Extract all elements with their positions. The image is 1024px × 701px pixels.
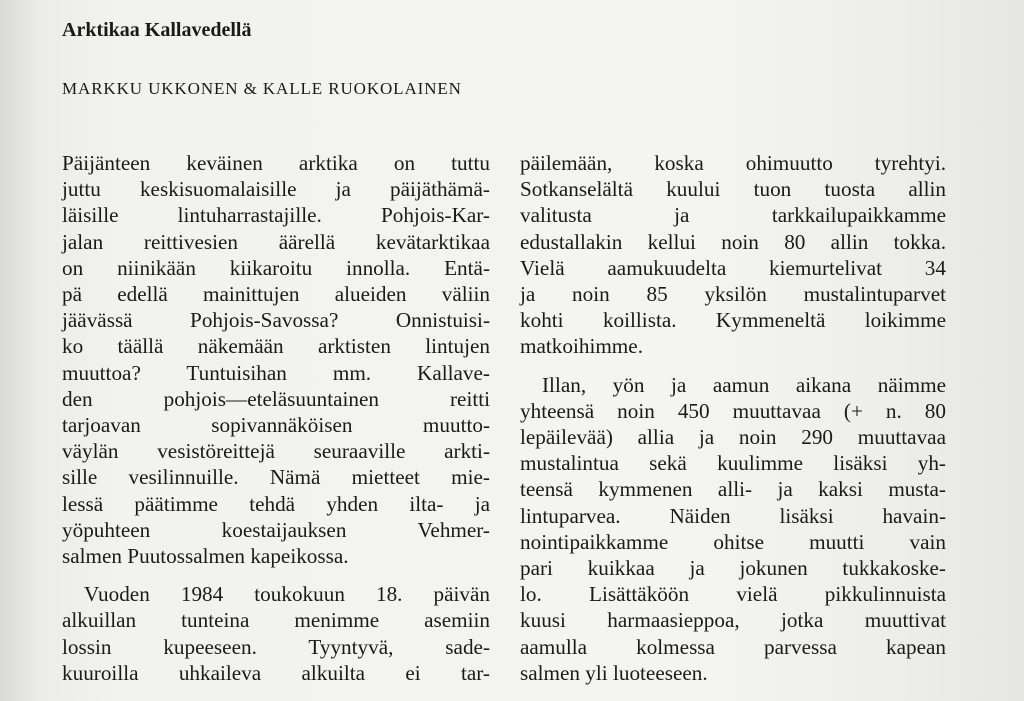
text-line: Sotkanselältä kuului tuon tuosta allin <box>520 177 946 202</box>
text-line: mustalintua sekä kuulimme lisäksi yh- <box>520 451 946 476</box>
article-title: Arktikaa Kallavedellä <box>62 19 252 41</box>
paragraph <box>520 372 946 686</box>
text-line: lo. Lisättäköön vielä pikkulinnuista <box>520 582 946 607</box>
text-line: kohti koillista. Kymmeneltä loikimme <box>520 308 946 333</box>
text-line: pä edellä mainittujen alueiden väliin <box>62 282 490 307</box>
text-line: salmen yli luoteeseen. <box>520 660 708 685</box>
text-line: Illan, yön ja aamun aikana näimme <box>542 372 946 397</box>
text-line: läisille lintuharrastajille. Pohjois-Kar- <box>62 203 490 228</box>
article-authors: MARKKU UKKONEN & KALLE RUOKOLAINEN <box>62 79 462 98</box>
text-line: päilemään, koska ohimuutto tyrehtyi. <box>520 151 946 175</box>
text-line: yhteensä noin 450 muuttavaa (+ n. 80 <box>520 398 946 423</box>
text-line: kuuroilla uhkaileva alkuilta ei tar- <box>62 660 490 685</box>
text-line: alkuillan tunteina menimme asemiin <box>62 608 490 633</box>
text-line: den pohjois—eteläsuuntainen reitti <box>62 386 490 411</box>
text-line: Päijänteen keväinen arktika on tuttu <box>62 151 490 175</box>
text-line: tarjoavan sopivannäköisen muutto- <box>62 413 490 438</box>
text-line: väylän vesistöreittejä seuraaville arkti- <box>62 439 490 464</box>
text-line: nointipaikkamme ohitse muutti vain <box>520 529 946 554</box>
text-line: matkoihimme. <box>520 334 643 359</box>
text-line: Vielä aamukuudelta kiemurtelivat 34 <box>520 255 946 280</box>
paragraph <box>520 150 946 360</box>
paragraph <box>62 581 490 686</box>
text-line: kuusi harmaasieppoa, jotka muuttivat <box>520 608 946 633</box>
text-line: jalan reittivesien äärellä kevätarktikaa <box>62 229 490 254</box>
text-line: juttu keskisuomalaisille ja päijäthämä- <box>62 177 490 202</box>
text-line: lossin kupeeseen. Tyyntyvä, sade- <box>62 634 490 659</box>
text-line: Vuoden 1984 toukokuun 18. päivän <box>84 582 490 607</box>
text-line: muuttoa? Tuntuisihan mm. Kallave- <box>62 360 490 385</box>
text-column-right <box>520 150 946 686</box>
text-line: sille vesilinnuille. Nämä mietteet mie- <box>62 465 490 490</box>
paragraph <box>62 150 490 569</box>
text-line: teensä kymmenen alli- ja kaksi musta- <box>520 477 946 502</box>
text-line: on niinikään kiikaroitu innolla. Entä- <box>62 255 490 280</box>
text-line: ja noin 85 yksilön mustalintuparvet <box>520 282 946 307</box>
text-column-left <box>62 150 490 686</box>
text-line: lepäilevää) allia ja noin 290 muuttavaa <box>520 425 946 450</box>
text-line: aamulla kolmessa parvessa kapean <box>520 634 946 659</box>
text-line: lessä päätimme tehdä yhden ilta- ja <box>62 491 490 516</box>
text-line: yöpuhteen koestaijauksen Vehmer- <box>62 517 490 542</box>
text-line: ko täällä näkemään arktisten lintujen <box>62 334 490 359</box>
text-line: jäävässä Pohjois-Savossa? Onnistuisi- <box>62 308 490 333</box>
text-line: valitusta ja tarkkailupaikkamme <box>520 203 946 228</box>
text-line: lintuparvea. Näiden lisäksi havain- <box>520 503 946 528</box>
text-line: edustallakin kellui noin 80 allin tokka. <box>520 229 946 254</box>
text-line: pari kuikkaa ja jokunen tukkakoske- <box>520 556 946 581</box>
text-line: salmen Puutossalmen kapeikossa. <box>62 544 349 569</box>
